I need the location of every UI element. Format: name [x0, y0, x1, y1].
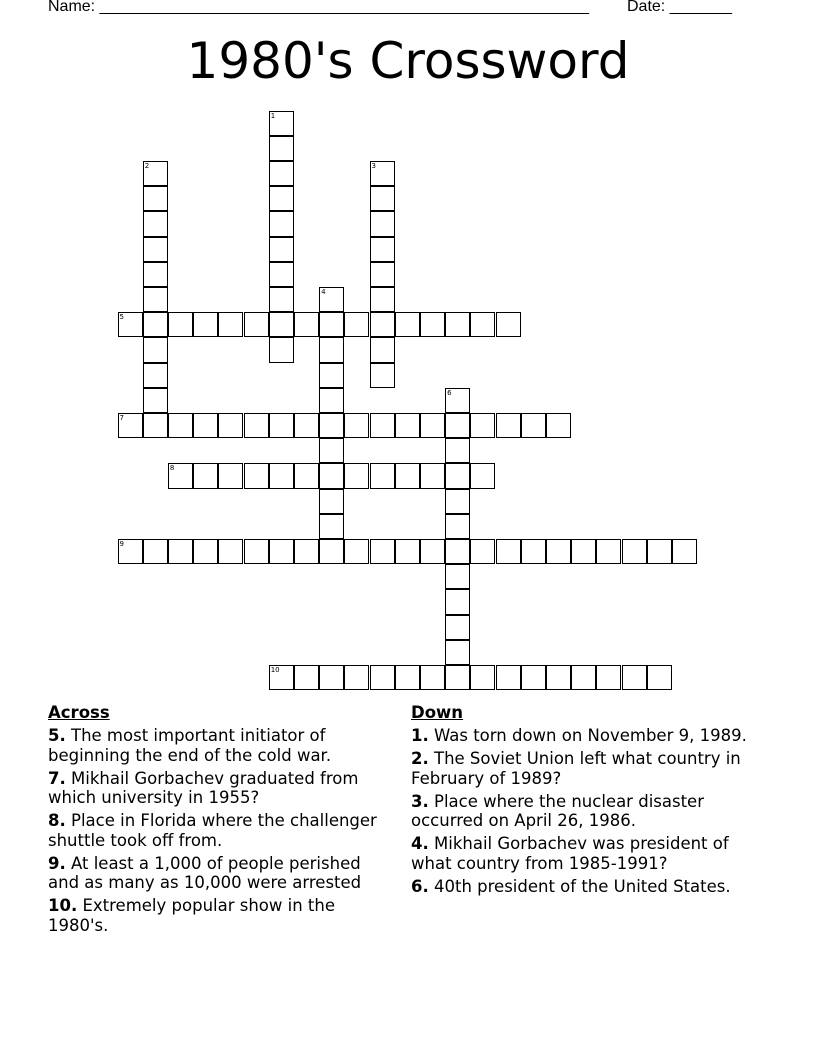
- cell-number: 6: [447, 388, 452, 397]
- crossword-cell[interactable]: [470, 463, 495, 488]
- crossword-cell[interactable]: [143, 161, 168, 186]
- crossword-cell[interactable]: [470, 413, 495, 438]
- crossword-cell[interactable]: [420, 312, 445, 337]
- crossword-cell[interactable]: [168, 539, 193, 564]
- crossword-cell[interactable]: [294, 312, 319, 337]
- crossword-cell[interactable]: [143, 186, 168, 211]
- crossword-cell[interactable]: [319, 388, 344, 413]
- clue-number: 2.: [411, 749, 429, 768]
- crossword-cell[interactable]: [420, 665, 445, 690]
- clue-text: The most important initiator of beginning the end of the cold war.: [48, 726, 332, 765]
- crossword-cell[interactable]: [269, 413, 294, 438]
- crossword-cell[interactable]: [294, 665, 319, 690]
- crossword-cell[interactable]: [294, 413, 319, 438]
- crossword-cell[interactable]: [622, 665, 647, 690]
- crossword-cell[interactable]: [496, 312, 521, 337]
- crossword-cell[interactable]: [370, 237, 395, 262]
- date-field-label: Date: _______: [627, 0, 732, 15]
- crossword-cell[interactable]: [193, 539, 218, 564]
- clue-number: 9.: [48, 853, 66, 873]
- crossword-cell[interactable]: [143, 413, 168, 438]
- crossword-cell[interactable]: [294, 539, 319, 564]
- clue-text: Extremely popular show in the 1980's.: [48, 896, 336, 935]
- crossword-cell[interactable]: [168, 413, 193, 438]
- clue-across-5: [48, 726, 393, 765]
- crossword-cell[interactable]: [496, 539, 521, 564]
- crossword-cell[interactable]: [672, 539, 697, 564]
- down-clues: [411, 703, 761, 900]
- crossword-cell[interactable]: [218, 413, 243, 438]
- cell-number: 3: [371, 161, 376, 170]
- crossword-cell[interactable]: [218, 463, 243, 488]
- crossword-cell[interactable]: [269, 237, 294, 262]
- crossword-cell[interactable]: [395, 463, 420, 488]
- crossword-cell[interactable]: [496, 413, 521, 438]
- crossword-cell[interactable]: [193, 463, 218, 488]
- crossword-cell[interactable]: [445, 413, 470, 438]
- clue-number: 5.: [48, 726, 66, 745]
- crossword-cell[interactable]: [445, 589, 470, 614]
- crossword-cell[interactable]: [143, 287, 168, 312]
- crossword-cell[interactable]: [445, 514, 470, 539]
- crossword-cell[interactable]: [445, 564, 470, 589]
- down-heading: Down: [411, 703, 464, 722]
- crossword-cell[interactable]: [344, 463, 369, 488]
- crossword-cell[interactable]: [445, 312, 470, 337]
- crossword-cell[interactable]: [319, 489, 344, 514]
- crossword-cell[interactable]: [269, 211, 294, 236]
- crossword-cell[interactable]: [370, 363, 395, 388]
- crossword-cell[interactable]: [143, 312, 168, 337]
- crossword-cell[interactable]: [269, 463, 294, 488]
- cell-number: 5: [119, 313, 124, 322]
- crossword-cell[interactable]: [143, 539, 168, 564]
- crossword-cell[interactable]: [470, 312, 495, 337]
- crossword-cell[interactable]: [622, 539, 647, 564]
- clue-down-3: [411, 792, 761, 831]
- crossword-cell[interactable]: [521, 665, 546, 690]
- crossword-cell[interactable]: [470, 665, 495, 690]
- crossword-cell[interactable]: [269, 262, 294, 287]
- crossword-cell[interactable]: [193, 312, 218, 337]
- crossword-cell[interactable]: [395, 413, 420, 438]
- crossword-cell[interactable]: [370, 539, 395, 564]
- clue-down-4: [411, 834, 761, 873]
- clue-down-1: [411, 726, 761, 746]
- crossword-cell[interactable]: [269, 186, 294, 211]
- crossword-cell[interactable]: [143, 237, 168, 262]
- crossword-cell[interactable]: [118, 539, 143, 564]
- crossword-cell[interactable]: [319, 539, 344, 564]
- clue-across-9: [48, 854, 393, 893]
- clue-text: Mikhail Gorbachev was president of what country from 1985-1991?: [411, 834, 729, 873]
- crossword-cell[interactable]: [445, 640, 470, 665]
- crossword-cell[interactable]: [218, 312, 243, 337]
- crossword-cell[interactable]: [344, 539, 369, 564]
- crossword-cell[interactable]: [420, 413, 445, 438]
- crossword-cell[interactable]: [143, 363, 168, 388]
- cell-number: 2: [144, 161, 150, 170]
- crossword-cell[interactable]: [143, 211, 168, 236]
- crossword-cell[interactable]: [319, 312, 344, 337]
- crossword-cell[interactable]: [370, 161, 395, 186]
- crossword-cell[interactable]: [370, 413, 395, 438]
- crossword-cell[interactable]: [344, 413, 369, 438]
- clue-text: Place where the nuclear disaster occurred on April 26, 1986.: [411, 791, 704, 830]
- clue-text: 40th president of the United States.: [428, 876, 731, 896]
- crossword-cell[interactable]: [319, 665, 344, 690]
- crossword-cell[interactable]: [395, 665, 420, 690]
- crossword-cell[interactable]: [319, 363, 344, 388]
- crossword-cell[interactable]: [647, 665, 672, 690]
- page-title: 1980's Crossword: [186, 32, 630, 90]
- crossword-cell[interactable]: [521, 413, 546, 438]
- crossword-cell[interactable]: [420, 539, 445, 564]
- crossword-cell[interactable]: [647, 539, 672, 564]
- crossword-cell[interactable]: [319, 413, 344, 438]
- crossword-cell[interactable]: [395, 539, 420, 564]
- crossword-cell[interactable]: [319, 514, 344, 539]
- crossword-cell[interactable]: [319, 438, 344, 463]
- crossword-cell[interactable]: [269, 111, 294, 136]
- crossword-cell[interactable]: [319, 287, 344, 312]
- clue-text: Was torn down on November 9, 1989.: [428, 726, 747, 745]
- crossword-cell[interactable]: [269, 337, 294, 362]
- crossword-cell[interactable]: [344, 665, 369, 690]
- clue-number: 6.: [411, 876, 429, 896]
- crossword-cell[interactable]: [496, 665, 521, 690]
- crossword-cell[interactable]: [571, 539, 596, 564]
- crossword-cell[interactable]: [269, 136, 294, 161]
- clue-text: At least a 1,000 of people perished and as many as 10,000 were arrested: [48, 853, 362, 892]
- crossword-cell[interactable]: [370, 665, 395, 690]
- crossword-cell[interactable]: [420, 463, 445, 488]
- crossword-cell[interactable]: [571, 665, 596, 690]
- crossword-cell[interactable]: [269, 161, 294, 186]
- clue-across-10: [48, 896, 393, 935]
- across-heading: Across: [48, 703, 110, 722]
- clue-down-6: [411, 877, 761, 897]
- crossword-cell[interactable]: [244, 539, 269, 564]
- clue-number: 1.: [411, 726, 429, 745]
- crossword-cell[interactable]: [143, 337, 168, 362]
- cell-number: 4: [321, 287, 326, 296]
- clue-text: Mikhail Gorbachev graduated from which university in 1955?: [48, 768, 359, 807]
- crossword-cell[interactable]: [269, 539, 294, 564]
- cell-number: 1: [270, 111, 276, 120]
- clue-number: 4.: [411, 834, 429, 853]
- name-field-label: Name: _______________________________________________________: [48, 0, 589, 15]
- crossword-cell[interactable]: [470, 539, 495, 564]
- crossword-cell[interactable]: [370, 211, 395, 236]
- crossword-cell[interactable]: [118, 312, 143, 337]
- crossword-cell[interactable]: [244, 312, 269, 337]
- crossword-cell[interactable]: [269, 312, 294, 337]
- clue-number: 7.: [48, 768, 66, 788]
- crossword-cell[interactable]: [269, 665, 294, 690]
- cell-number: 9: [119, 539, 124, 548]
- crossword-cell[interactable]: [319, 463, 344, 488]
- crossword-cell[interactable]: [370, 463, 395, 488]
- crossword-cell[interactable]: [344, 312, 369, 337]
- crossword-cell[interactable]: [546, 665, 571, 690]
- crossword-cell[interactable]: [445, 463, 470, 488]
- crossword-cell[interactable]: [319, 337, 344, 362]
- clue-number: 10.: [48, 896, 78, 915]
- crossword-cell[interactable]: [521, 539, 546, 564]
- crossword-cell[interactable]: [596, 539, 621, 564]
- crossword-cell[interactable]: [546, 539, 571, 564]
- crossword-cell[interactable]: [596, 665, 621, 690]
- across-clues: [48, 703, 393, 939]
- cell-number: 10: [270, 665, 280, 674]
- crossword-cell[interactable]: [445, 539, 470, 564]
- crossword-cell[interactable]: [445, 615, 470, 640]
- cell-number: 7: [119, 413, 124, 422]
- crossword-cell[interactable]: [143, 388, 168, 413]
- crossword-cell[interactable]: [445, 489, 470, 514]
- crossword-cell[interactable]: [244, 413, 269, 438]
- clue-text: The Soviet Union left what country in February of 1989?: [411, 749, 741, 788]
- crossword-cell[interactable]: [370, 186, 395, 211]
- clue-across-7: [48, 769, 393, 808]
- crossword-cell[interactable]: [445, 665, 470, 690]
- crossword-cell[interactable]: [118, 413, 143, 438]
- crossword-cell[interactable]: [445, 438, 470, 463]
- crossword-cell[interactable]: [269, 287, 294, 312]
- crossword-cell[interactable]: [218, 539, 243, 564]
- clue-number: 3.: [411, 791, 429, 811]
- crossword-cell[interactable]: [168, 463, 193, 488]
- crossword-cell[interactable]: [395, 312, 420, 337]
- crossword-cell[interactable]: [445, 388, 470, 413]
- crossword-cell[interactable]: [244, 463, 269, 488]
- crossword-cell[interactable]: [546, 413, 571, 438]
- crossword-cell[interactable]: [294, 463, 319, 488]
- crossword-cell[interactable]: [168, 312, 193, 337]
- crossword-cell[interactable]: [370, 262, 395, 287]
- clue-number: 8.: [48, 811, 66, 830]
- clue-text: Place in Florida where the challenger shuttle took off from.: [48, 811, 377, 850]
- crossword-cell[interactable]: [370, 287, 395, 312]
- crossword-cell[interactable]: [143, 262, 168, 287]
- crossword-cell[interactable]: [193, 413, 218, 438]
- crossword-cell[interactable]: [370, 312, 395, 337]
- clue-down-2: [411, 749, 761, 788]
- crossword-cell[interactable]: [370, 337, 395, 362]
- clue-across-8: [48, 811, 393, 850]
- cell-number: 8: [169, 464, 175, 473]
